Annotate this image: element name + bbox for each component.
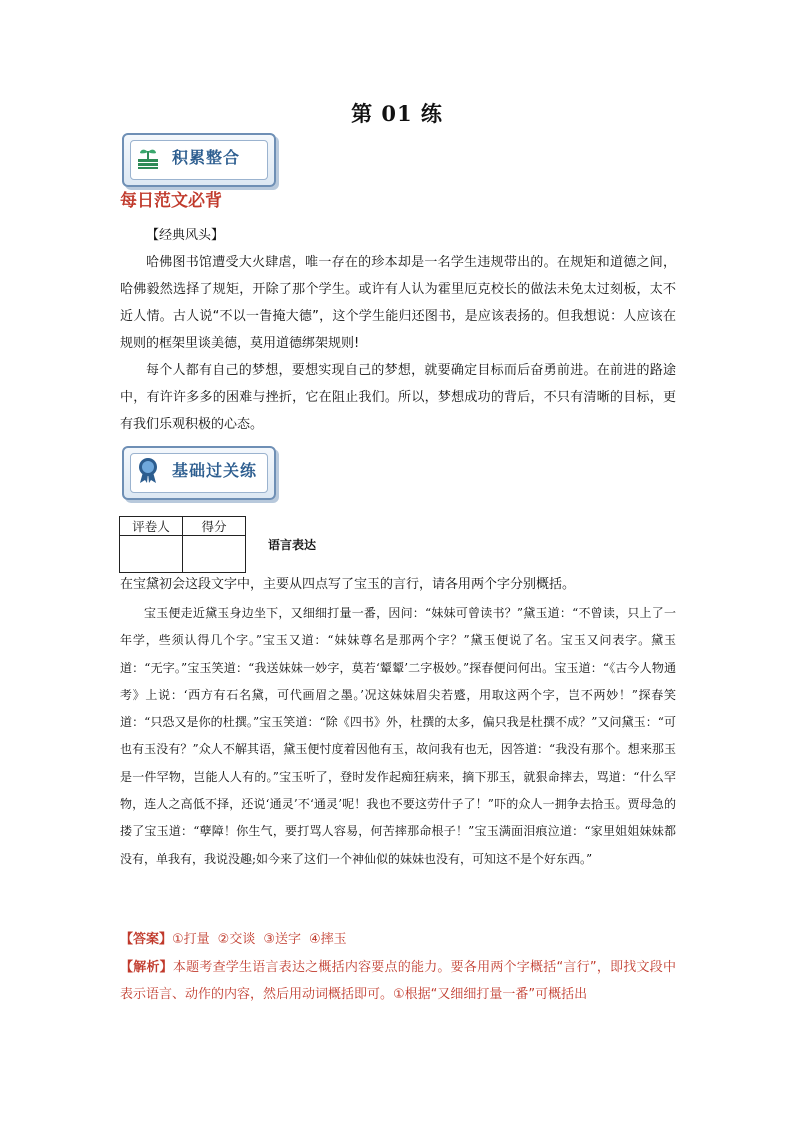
paragraph-1: 哈佛图书馆遭受大火肆虐，唯一存在的珍本却是一名学生违规带出的。在规矩和道德之间，哈佛毅然选择了规矩，开除了那个学生。或许有人认为霍里厄克校长的做法未免太过刻板，太不近人情。古人说“不以一眚掩大德”，这个学生能归还图书，是应该表扬的。但我想说：人应该在规则的框架里谈美德，莫用道德绑架规则! [120,255,676,351]
banner-label: 积累整合 [172,148,241,167]
score-header: 得分 [183,517,246,536]
answer-item: ④摔玉 [308,932,347,947]
medal-icon [134,456,162,484]
analysis-label: 【解析】 [120,960,173,975]
page-title: 第 01 练 [351,101,443,126]
answer-item: ②交谈 [217,932,256,947]
banner-label: 基础过关练 [172,461,258,480]
book-plant-icon [134,143,162,171]
answer-label: 【答案】 [120,932,173,947]
section-banner-basic [122,446,276,500]
section-banner-accumulate [122,133,276,187]
reading-passage: 宝玉便走近黛玉身边坐下，又细细打量一番，因问：“妹妹可曾读书？”黛玉道：“不曾读，只上了一年学，些须认得几个字。”宝玉又道：“妹妹尊名是那两个字？”黛玉便说了名。宝玉又问表字。黛玉道：“无字。”宝玉笑道：“我送妹妹一妙字，莫若‘颦颦’二字极妙。”探春便问何出。宝玉道：“《古今人物通考》上说：‘西方有石名黛，可代画眉之墨。’况这妹妹眉尖若蹙，用取这两个字，岂不两妙！”探春笑道：“只恐又是你的杜撰。”宝玉笑道：“除《四书》外，杜撰的太多，偏只我是杜撰不成？”又问黛玉：“可也有玉没有？”众人不解其语，黛玉便忖度着因他有玉，故问我有也无，因答道：“我没有那个。想来那玉是一件罕物，岂能人人有的。”宝玉听了，登时发作起痴狂病来，摘下那玉，就狠命摔去，骂道：“什么罕物，连人之高低不择，还说‘通灵’不‘通灵’呢！我也不要这劳什子了！”吓的众人一拥争去拾玉。贾母急的搂了宝玉道：“孽障！你生气，要打骂人容易，何苦摔那命根子！”宝玉满面泪痕泣道：“家里姐姐妹妹都没有，单我有，我说没趣;如今来了这们一个神仙似的妹妹也没有，可知这不是个好东西。” [120,606,676,866]
score-cell [183,536,246,573]
answer-item: ③送字 [263,932,301,947]
answer-item: ①打量 [172,932,210,947]
section-heading: 每日范文必背 [120,191,222,211]
question-text: 在宝黛初会这段文字中，主要从四点写了宝玉的言行，请各用两个字分别概括。 [120,577,576,592]
classic-label: 【经典风头】 [146,228,225,243]
question-type: 语言表达 [268,538,317,552]
answer-items [172,932,355,947]
analysis-text: 本题考查学生语言表达之概括内容要点的能力。要各用两个字概括“言行”，即找文段中表示语言、动作的内容，然后用动词概括即可。①根据“又细细打量一番”可概括出 [120,960,676,1002]
grader-cell [120,536,183,573]
grader-header: 评卷人 [120,517,183,536]
analysis-block [120,954,676,1008]
score-table [119,516,246,573]
paragraph-2: 每个人都有自己的梦想，要想实现自己的梦想，就要确定目标而后奋勇前进。在前进的路途中，有许许多多的困难与挫折，它在阻止我们。所以，梦想成功的背后，不只有清晰的目标，更有我们乐观积极的心态。 [120,363,676,432]
answer-block [120,928,676,952]
